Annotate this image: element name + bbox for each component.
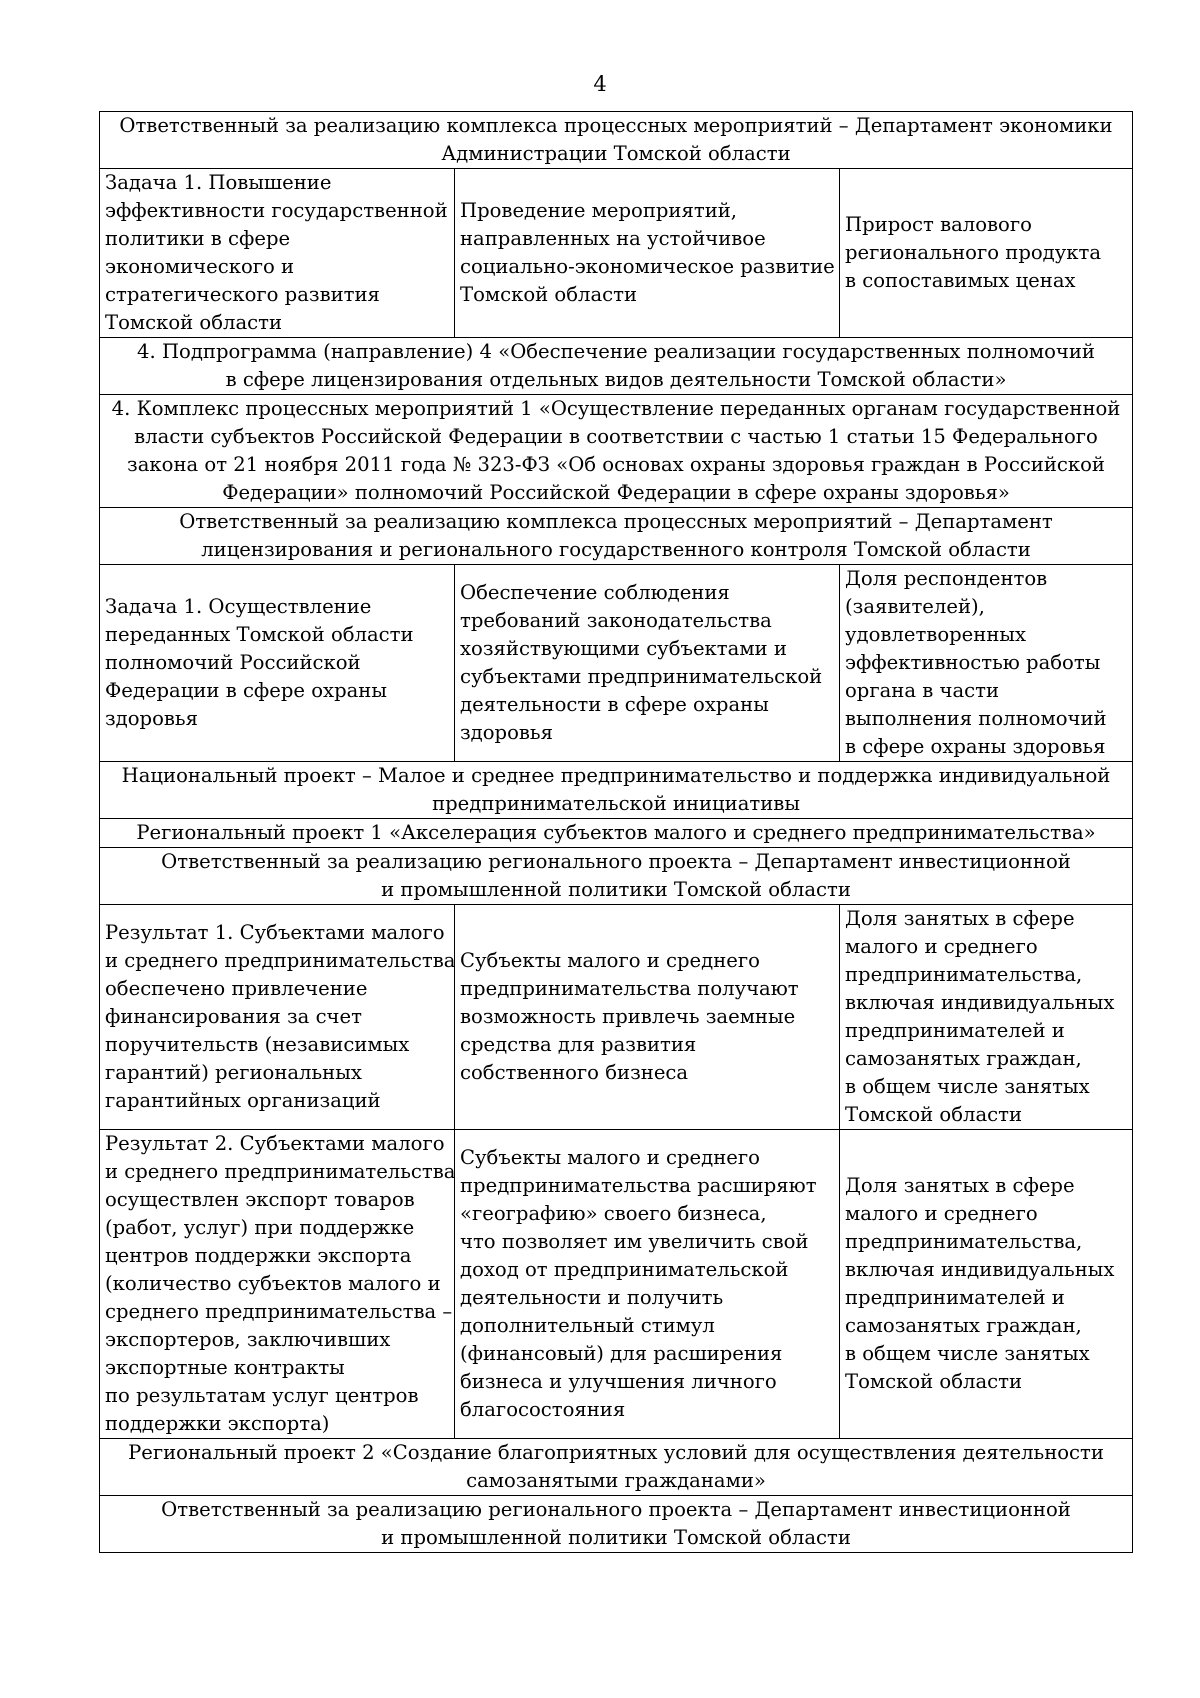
page-number: 4 xyxy=(593,72,607,96)
text-line: политики в сфере xyxy=(105,227,291,250)
text-line: деятельности и получить xyxy=(460,1286,724,1309)
text-line: экономического и xyxy=(105,255,295,278)
text-line: «географию» своего бизнеса, xyxy=(460,1202,767,1225)
text-line: Томской области xyxy=(845,1103,1023,1126)
section-row xyxy=(100,1439,1133,1496)
text-line: возможность привлечь заемные xyxy=(460,1005,796,1028)
measure-cell xyxy=(455,169,840,338)
text-line: (работ, услуг) при поддержке xyxy=(105,1216,415,1239)
text-line: финансирования за счет xyxy=(105,1005,362,1028)
text-line: Ответственный за реализацию комплекса процессных мероприятий – Департамент экономики xyxy=(119,114,1113,137)
task-cell xyxy=(100,905,455,1130)
text-line: регионального продукта xyxy=(845,241,1102,264)
document-table xyxy=(99,111,1133,1553)
text-line: в сопоставимых ценах xyxy=(845,269,1076,292)
text-line: самозанятых граждан, xyxy=(845,1314,1082,1337)
text-line: Национальный проект – Малое и среднее предпринимательство и поддержка индивидуальной xyxy=(121,764,1111,787)
text-line: Задача 1. Повышение xyxy=(105,171,332,194)
table-row xyxy=(100,565,1133,762)
text-line: включая индивидуальных xyxy=(845,991,1115,1014)
text-line: благосостояния xyxy=(460,1398,626,1421)
text-line: Задача 1. Осуществление xyxy=(105,595,372,618)
text-line: Результат 2. Субъектами малого xyxy=(105,1132,445,1155)
text-line: самозанятых граждан, xyxy=(845,1047,1082,1070)
text-line: власти субъектов Российской Федерации в соответствии с частью 1 статьи 15 Федерального xyxy=(134,425,1098,448)
section-header-cell xyxy=(100,395,1133,508)
text-line: бизнеса и улучшения личного xyxy=(460,1370,777,1393)
text-line: Результат 1. Субъектами малого xyxy=(105,921,445,944)
text-line: Доля респондентов xyxy=(845,567,1048,590)
text-line: (финансовый) для расширения xyxy=(460,1342,783,1365)
section-row xyxy=(100,1496,1133,1553)
section-row xyxy=(100,338,1133,395)
text-line: эффективности государственной xyxy=(105,199,448,222)
text-line: выполнения полномочий xyxy=(845,707,1107,730)
text-line: предпринимателей и xyxy=(845,1286,1065,1309)
text-line: Субъекты малого и среднего xyxy=(460,1146,760,1169)
text-line: малого и среднего xyxy=(845,1202,1038,1225)
text-line: Региональный проект 1 «Акселерация субъектов малого и среднего предпринимательства» xyxy=(136,821,1096,844)
text-line: предпринимательства, xyxy=(845,1230,1083,1253)
text-line: Ответственный за реализацию комплекса процессных мероприятий – Департамент xyxy=(179,510,1053,533)
text-line: Администрации Томской области xyxy=(441,142,791,165)
text-line: и промышленной политики Томской области xyxy=(381,878,851,901)
section-row xyxy=(100,112,1133,169)
text-line: включая индивидуальных xyxy=(845,1258,1115,1281)
text-line: предпринимательства получают xyxy=(460,977,799,1000)
section-header-cell xyxy=(100,848,1133,905)
text-line: осуществлен экспорт товаров xyxy=(105,1188,415,1211)
text-line: поручительств (независимых xyxy=(105,1033,410,1056)
text-line: Федерации в сфере охраны xyxy=(105,679,387,702)
text-line: собственного бизнеса xyxy=(460,1061,689,1084)
text-line: лицензирования и регионального государственного контроля Томской области xyxy=(201,538,1031,561)
text-line: Доля занятых в сфере xyxy=(845,907,1075,930)
text-line: и промышленной политики Томской области xyxy=(381,1526,851,1549)
text-line: в сфере охраны здоровья xyxy=(845,735,1106,758)
text-line: здоровья xyxy=(105,707,198,730)
task-cell xyxy=(100,169,455,338)
indicator-cell xyxy=(840,565,1133,762)
text-line: Региональный проект 2 «Создание благоприятных условий для осуществления деятельности xyxy=(128,1441,1104,1464)
text-line: экспортеров, заключивших xyxy=(105,1328,391,1351)
section-header-cell xyxy=(100,508,1133,565)
text-line: предпринимательства расширяют xyxy=(460,1174,817,1197)
measure-cell xyxy=(455,565,840,762)
section-header-cell xyxy=(100,819,1133,848)
section-row xyxy=(100,819,1133,848)
text-line: и среднего предпринимательства xyxy=(105,949,456,972)
text-line: закона от 21 ноября 2011 года № 323-ФЗ «Об основах охраны здоровья граждан в Российской xyxy=(127,453,1105,476)
indicator-cell xyxy=(840,905,1133,1130)
section-row xyxy=(100,395,1133,508)
text-line: центров поддержки экспорта xyxy=(105,1244,412,1267)
text-line: Обеспечение соблюдения xyxy=(460,581,730,604)
section-row xyxy=(100,848,1133,905)
text-line: предпринимателей и xyxy=(845,1019,1065,1042)
text-line: полномочий Российской xyxy=(105,651,361,674)
indicator-cell xyxy=(840,169,1133,338)
text-line: дополнительный стимул xyxy=(460,1314,715,1337)
text-line: в общем числе занятых xyxy=(845,1075,1090,1098)
text-line: доход от предпринимательской xyxy=(460,1258,789,1281)
section-header-cell xyxy=(100,338,1133,395)
text-line: стратегического развития xyxy=(105,283,380,306)
text-line: переданных Томской области xyxy=(105,623,414,646)
text-line: 4. Подпрограмма (направление) 4 «Обеспечение реализации государственных полномочий xyxy=(137,340,1095,363)
task-cell xyxy=(100,1130,455,1439)
text-line: деятельности в сфере охраны xyxy=(460,693,769,716)
measure-cell xyxy=(455,905,840,1130)
text-line: самозанятыми гражданами» xyxy=(466,1469,766,1492)
text-line: Федерации» полномочий Российской Федерации в сфере охраны здоровья» xyxy=(222,481,1010,504)
table-row xyxy=(100,1130,1133,1439)
section-header-cell xyxy=(100,1439,1133,1496)
text-line: удовлетворенных xyxy=(845,623,1027,646)
table-row xyxy=(100,905,1133,1130)
text-line: Томской области xyxy=(845,1370,1023,1393)
text-line: здоровья xyxy=(460,721,553,744)
table-row xyxy=(100,169,1133,338)
text-line: гарантий) региональных xyxy=(105,1061,362,1084)
text-line: Томской области xyxy=(105,311,283,334)
text-line: и среднего предпринимательства xyxy=(105,1160,456,1183)
text-line: Томской области xyxy=(460,283,638,306)
text-line: гарантийных организаций xyxy=(105,1089,381,1112)
section-header-cell xyxy=(100,112,1133,169)
text-line: обеспечено привлечение xyxy=(105,977,368,1000)
text-line: в общем числе занятых xyxy=(845,1342,1090,1365)
text-line: Проведение мероприятий, xyxy=(460,199,738,222)
text-line: субъектами предпринимательской xyxy=(460,665,823,688)
text-line: средства для развития xyxy=(460,1033,697,1056)
text-line: требований законодательства xyxy=(460,609,772,632)
text-line: поддержки экспорта) xyxy=(105,1412,330,1435)
text-line: (заявителей), xyxy=(845,595,985,618)
task-cell xyxy=(100,565,455,762)
text-line: Субъекты малого и среднего xyxy=(460,949,760,972)
text-line: социально-экономическое развитие xyxy=(460,255,835,278)
text-line: направленных на устойчивое xyxy=(460,227,766,250)
text-line: эффективностью работы xyxy=(845,651,1101,674)
text-line: хозяйствующими субъектами и xyxy=(460,637,787,660)
text-line: предпринимательской инициативы xyxy=(432,792,800,815)
section-row xyxy=(100,762,1133,819)
text-line: 4. Комплекс процессных мероприятий 1 «Осуществление переданных органам государственной xyxy=(111,397,1121,420)
text-line: в сфере лицензирования отдельных видов деятельности Томской области» xyxy=(225,368,1007,391)
section-header-cell xyxy=(100,1496,1133,1553)
text-line: по результатам услуг центров xyxy=(105,1384,419,1407)
section-row xyxy=(100,508,1133,565)
text-line: Ответственный за реализацию регионального проекта – Департамент инвестиционной xyxy=(161,1498,1071,1521)
text-line: экспортные контракты xyxy=(105,1356,345,1379)
text-line: малого и среднего xyxy=(845,935,1038,958)
text-line: Ответственный за реализацию регионального проекта – Департамент инвестиционной xyxy=(161,850,1071,873)
text-line: Доля занятых в сфере xyxy=(845,1174,1075,1197)
indicator-cell xyxy=(840,1130,1133,1439)
text-line: Прирост валового xyxy=(845,213,1032,236)
section-header-cell xyxy=(100,762,1133,819)
measure-cell xyxy=(455,1130,840,1439)
text-line: органа в части xyxy=(845,679,1000,702)
text-line: что позволяет им увеличить свой xyxy=(460,1230,809,1253)
text-line: предпринимательства, xyxy=(845,963,1083,986)
text-line: среднего предпринимательства – xyxy=(105,1300,453,1323)
text-line: (количество субъектов малого и xyxy=(105,1272,441,1295)
